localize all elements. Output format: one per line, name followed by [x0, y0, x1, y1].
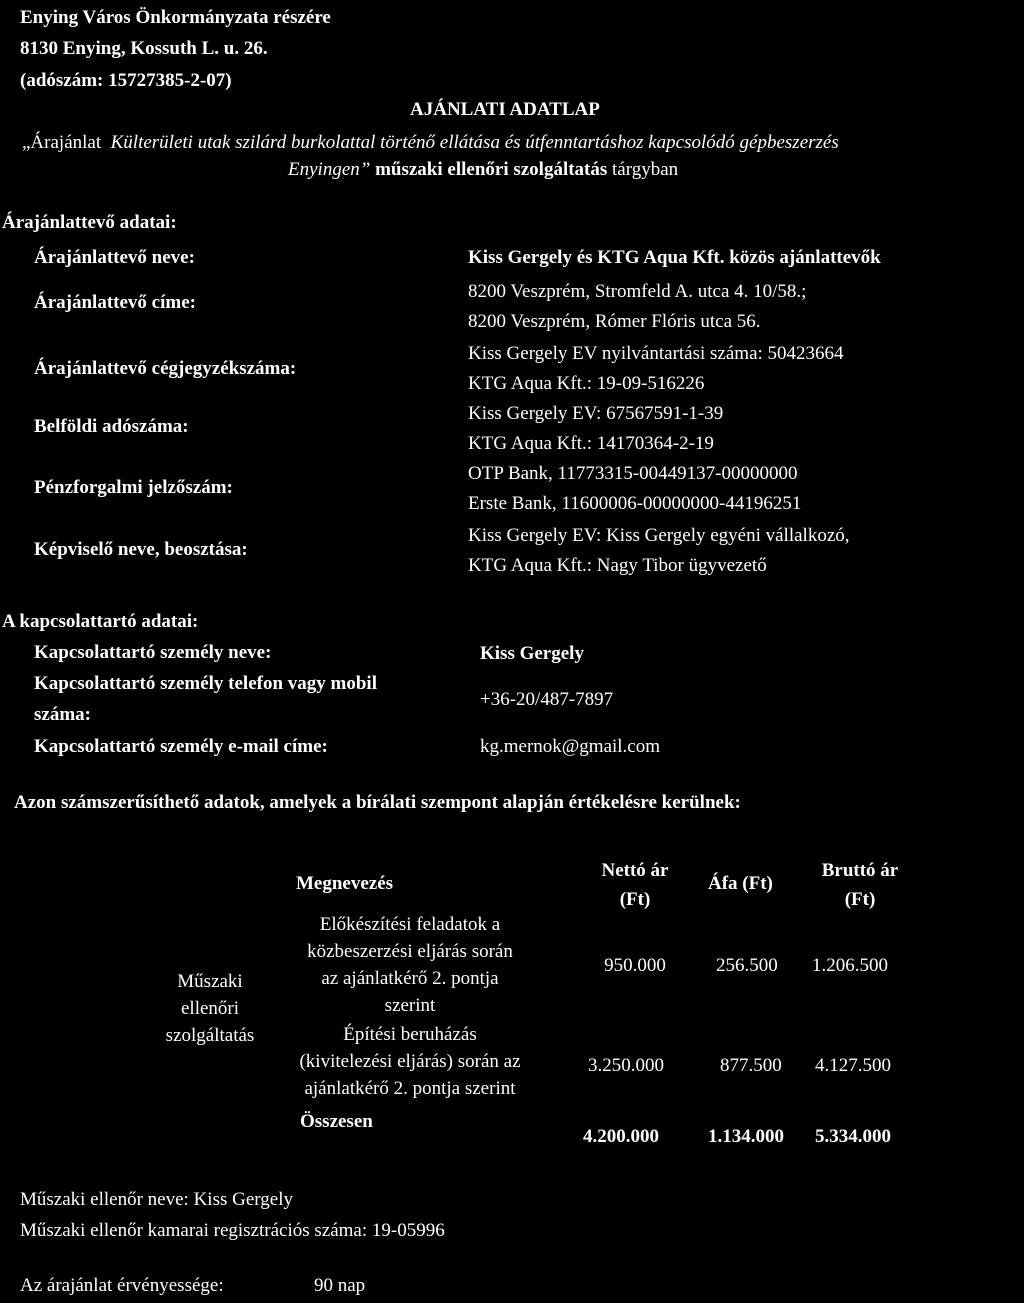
total-net: 4.200.000 — [583, 1126, 659, 1147]
contact-phone-label-1: Kapcsolattartó személy telefon vagy mobil — [34, 673, 377, 694]
subject-bold: műszaki ellenőri szolgáltatás — [375, 159, 608, 180]
bidder-bank-value-2: Erste Bank, 11600006-00000000-44196251 — [468, 493, 802, 514]
bidder-section-title: Árajánlattevő adatai: — [2, 212, 177, 233]
bidder-tax-value-2: KTG Aqua Kft.: 14170364-2-19 — [468, 433, 714, 454]
bidder-company-reg-label: Árajánlattevő cégjegyzékszáma: — [34, 358, 297, 379]
row2-desc-1: Építési beruházás — [343, 1024, 477, 1045]
contact-phone-label-2: száma: — [34, 704, 91, 725]
bidder-company-reg-value-1: Kiss Gergely EV nyilvántartási száma: 50423664 — [468, 343, 844, 364]
addressee-address: 8130 Enying, Kossuth L. u. 26. — [20, 38, 268, 59]
total-vat: 1.134.000 — [708, 1126, 784, 1147]
bidder-bank-label: Pénzforgalmi jelzőszám: — [34, 477, 233, 498]
subject-line-1 — [22, 131, 839, 155]
validity-label: Az árajánlat érvényessége: — [20, 1275, 224, 1296]
bidder-representative-label: Képviselő neve, beosztása: — [34, 539, 248, 560]
evaluation-title: Azon számszerűsíthető adatok, amelyek a bírálati szempont alapján értékelésre kerülnek: — [14, 792, 741, 813]
bidder-representative-value-1: Kiss Gergely EV: Kiss Gergely egyéni vállalkozó, — [468, 525, 850, 546]
bidder-name-value: Kiss Gergely és KTG Aqua Kft. közös ajánlattevők — [468, 247, 881, 268]
contact-email-value: kg.mernok@gmail.com — [480, 736, 661, 757]
bidder-tax-label: Belföldi adószáma: — [34, 416, 189, 437]
subject-prefix: „Árajánlat — [22, 132, 102, 153]
row2-desc-2: (kivitelezési eljárás) során az — [299, 1051, 521, 1072]
page-title: AJÁNLATI ADATLAP — [410, 99, 600, 120]
inspector-registration: Műszaki ellenőr kamarai regisztrációs száma: 19-05996 — [20, 1220, 445, 1241]
header-name: Megnevezés — [296, 873, 394, 894]
row1-desc-2: közbeszerzési eljárás során — [307, 941, 513, 962]
row1-desc-1: Előkészítési feladatok a — [319, 914, 501, 935]
contact-name-label: Kapcsolattartó személy neve: — [34, 642, 272, 663]
subject-suffix: tárgyban — [612, 159, 679, 180]
total-gross: 5.334.000 — [815, 1126, 891, 1147]
bidder-company-reg-value-2: KTG Aqua Kft.: 19-09-516226 — [468, 373, 705, 394]
validity-value: 90 nap — [314, 1275, 366, 1296]
contact-phone-value: +36-20/487-7897 — [480, 689, 614, 710]
group-label-1: Műszaki — [177, 971, 243, 992]
bidder-address-value-1: 8200 Veszprém, Stromfeld A. utca 4. 10/58.; — [468, 281, 807, 302]
header-net-2: (Ft) — [619, 889, 651, 910]
header-gross-2: (Ft) — [844, 889, 876, 910]
header-net-1: Nettó ár — [601, 860, 669, 881]
subject-line-2 — [288, 158, 678, 182]
row2-gross: 4.127.500 — [815, 1055, 891, 1076]
addressee-tax-number: (adószám: 15727385-2-07) — [20, 70, 232, 91]
row2-net: 3.250.000 — [588, 1055, 664, 1076]
bidder-representative-value-2: KTG Aqua Kft.: Nagy Tibor ügyvezető — [468, 555, 767, 576]
row1-desc-4: szerint — [384, 995, 436, 1016]
header-gross-1: Bruttó ár — [821, 860, 899, 881]
inspector-name: Műszaki ellenőr neve: Kiss Gergely — [20, 1189, 293, 1210]
contact-email-label: Kapcsolattartó személy e-mail címe: — [34, 736, 328, 757]
group-label-2: ellenőri — [180, 998, 240, 1019]
row1-net: 950.000 — [604, 955, 666, 976]
addressee-name: Enying Város Önkormányzata részére — [20, 7, 331, 28]
row1-desc-3: az ajánlatkérő 2. pontja — [321, 968, 499, 989]
row1-gross: 1.206.500 — [812, 955, 888, 976]
bidder-address-label: Árajánlattevő címe: — [34, 292, 196, 313]
subject-italic-2: Enyingen” — [288, 159, 371, 180]
row2-vat: 877.500 — [720, 1055, 782, 1076]
total-label: Összesen — [300, 1111, 373, 1132]
subject-italic-1: Külterületi utak szilárd burkolattal történő ellátása és útfenntartáshoz kapcsolódó gépbeszerzés — [110, 132, 839, 153]
header-vat: Áfa (Ft) — [708, 873, 773, 894]
contact-name-value: Kiss Gergely — [480, 643, 584, 664]
bidder-bank-value-1: OTP Bank, 11773315-00449137-00000000 — [468, 463, 798, 484]
row1-vat: 256.500 — [716, 955, 778, 976]
bidder-tax-value-1: Kiss Gergely EV: 67567591-1-39 — [468, 403, 724, 424]
contact-section-title: A kapcsolattartó adatai: — [2, 611, 199, 632]
row2-desc-3: ajánlatkérő 2. pontja szerint — [304, 1078, 516, 1099]
bidder-address-value-2: 8200 Veszprém, Rómer Flóris utca 56. — [468, 311, 761, 332]
bidder-name-label: Árajánlattevő neve: — [34, 247, 195, 268]
group-label-3: szolgáltatás — [165, 1025, 255, 1046]
